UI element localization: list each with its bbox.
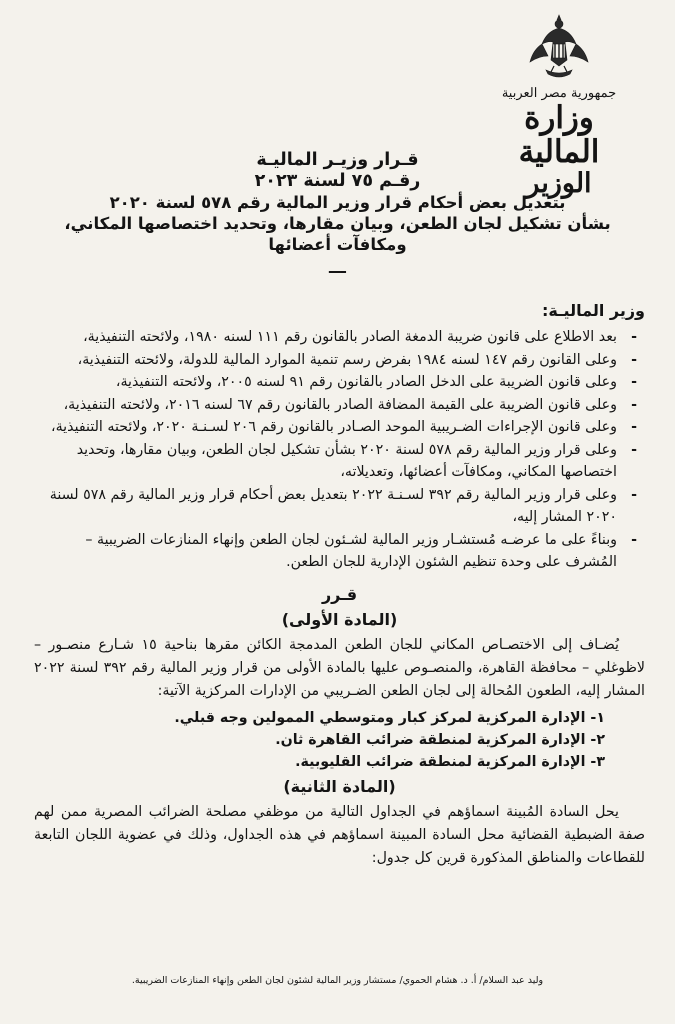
decree-subject-line2: بشأن تشكيل لجان الطعن، وبيان مقارها، وتحديد اختصاصها المكاني، <box>64 214 611 233</box>
recital-item: - وعلى قرار وزير المالية رقم ٥٧٨ لسنة ٢٠٢٠ بشأن تشكيل لجان الطعن، وبيان مقارها، وتحديد اختصاصها المكاني، ومكافآت أعضائها، وتعديلاته، <box>34 439 645 484</box>
republic-name: جمهورية مصر العربية <box>501 86 617 101</box>
ministry-name: وزارة المالية <box>518 100 600 170</box>
title-separator: ـــ <box>329 258 346 277</box>
recital-item: - وعلى القانون رقم ١٤٧ لسنه ١٩٨٤ بفرض رسم تنمية الموارد المالية للدولة، ولائحته التنفيذية، <box>34 349 645 372</box>
minister-label: وزير الماليـة: <box>541 301 645 320</box>
decree-title: قـرار وزيـر الماليـة <box>256 150 419 170</box>
decree-subject-line3: ومكافآت أعضائها <box>268 235 407 254</box>
decree-subject: بتعديل بعض أحكام قرار وزير المالية رقم ٥٧٨ لسنة ٢٠٢٠ <box>109 193 566 212</box>
article-1-title: (المادة الأولى) <box>281 609 398 629</box>
eagle-emblem-icon <box>524 14 594 84</box>
decides-heading: قـرر <box>321 584 358 604</box>
decree-number: رقـم ٧٥ لسنة ٢٠٢٣ <box>254 171 421 191</box>
list-item: ٢- الإدارة المركزية لمنطقة ضرائب القاهرة ثان. <box>275 731 605 748</box>
list-item: ٣- الإدارة المركزية لمنطقة ضرائب القليوبية. <box>295 753 605 770</box>
article-2-title: (المادة الثانية) <box>283 776 396 796</box>
recital-item: - بعد الاطلاع على قانون ضريبة الدمغة الصادر بالقانون رقم ١١١ لسنه ١٩٨٠، ولائحته التنفيذية، <box>34 326 645 349</box>
article-1-text: يُضـاف إلى الاختصـاص المكاني للجان الطعن المدمجة الكائن مقرها بناحية ١٥ شـارع منصـور – لاظوغلي – محافظة القاهرة، والمنصـوص عليها بالمادة الأولى من قرار وزير المالية رقم ٣٩٢ لسنة ٢٠٢٢ المشار إليه، الطعون المُحالة إلى لجان الطعن الضـريبي من الإدارات المركزية الآتية: <box>34 636 645 699</box>
recital-item: - وعلى قانون الإجراءات الضـريبية الموحد الصـادر بالقانون رقم ٢٠٦ لسـنـة ٢٠٢٠، ولائحته التنفيذية، <box>34 416 645 439</box>
decree-title-block <box>40 150 635 278</box>
list-item: ١- الإدارة المركزية لمركز كبار ومتوسطي الممولين وجه قبلي. <box>174 709 605 726</box>
minister-title: الوزير <box>526 168 592 199</box>
recitals-list <box>34 326 645 574</box>
footnote: وليد عبد السلام/ أ. د. هشام الحموي/ مستشار وزير المالية لشئون لجان الطعن وإنهاء المنازعات الضريبية. <box>131 975 544 986</box>
recital-item: - وعلى قرار وزير المالية رقم ٣٩٢ لسـنـة ٢٠٢٢ بتعديل بعض أحكام قرار وزير المالية رقم ٥٧٨ لسنة ٢٠٢٠ المشار إليه، <box>34 484 645 529</box>
decree-body <box>34 300 645 870</box>
article-2-text: يحل السادة المُبينة اسماؤهم في الجداول التالية من موظفي مصلحة الضرائب المصرية ممن لهم صفة الضبطية القضائية محل السادة المبينة اسماؤهم في هذه الجداول، وذلك في عضوية اللجان التابعة للقطاعات والمناطق المذكورة قرين كل جدول: <box>34 803 645 866</box>
recital-item: - وبناءً على ما عرضـه مُستشـار وزير المالية لشـئون لجان الطعن وإنهاء المنازعات الضريبية – المُشرف على وحدة تنظيم الشئون الإدارية للجان الطعن. <box>34 529 645 574</box>
recital-item: - وعلى قانون الضريبة على القيمة المضافة الصادر بالقانون رقم ٦٧ لسنه ٢٠١٦، ولائحته التنفيذية، <box>34 394 645 417</box>
recital-item: - وعلى قانون الضريبة على الدخل الصادر بالقانون رقم ٩١ لسنه ٢٠٠٥، ولائحته التنفيذية، <box>34 371 645 394</box>
article-1-items <box>34 707 645 773</box>
